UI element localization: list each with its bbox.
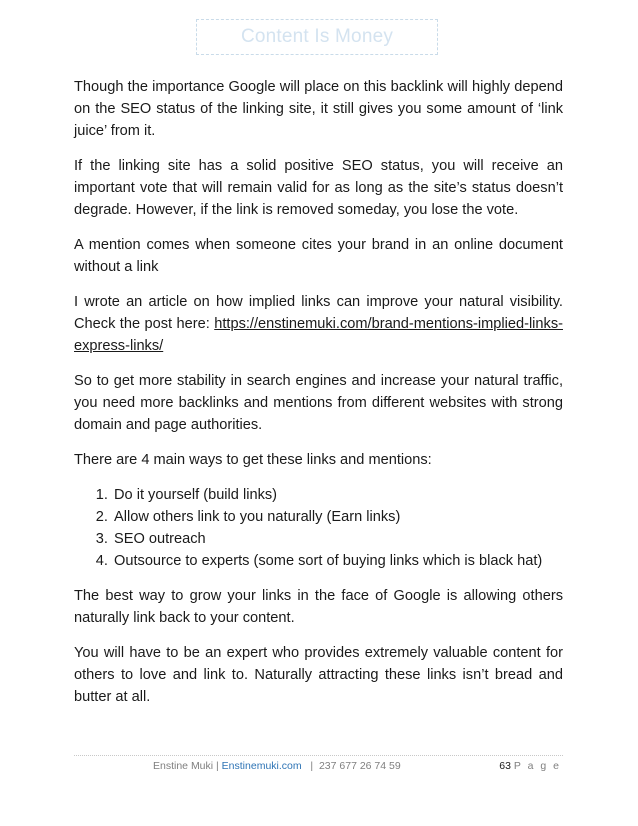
- paragraph-4-text: I wrote an article on how implied links can improve your natural visibility. Check the post here:: [74, 294, 563, 332]
- paragraph-8: You will have to be an expert who provides extremely valuable content for others to love and link to. Naturally attracting these links isn’t bread and butter at all.: [74, 645, 563, 705]
- paragraph-1: Though the importance Google will place on this backlink will highly depend on the SEO status of the linking site, it still gives you some amount of ‘link juice’ from it.: [74, 79, 563, 139]
- list-item: 2. Allow others link to you naturally (Earn links): [112, 506, 563, 528]
- paragraph-5: So to get more stability in search engines and increase your natural traffic, you need more backlinks and mentions from different websites with strong domain and page authorities.: [74, 373, 563, 433]
- footer-page: [499, 760, 561, 772]
- paragraph-3: A mention comes when someone cites your brand in an online document without a link: [74, 237, 563, 275]
- page-label: P a g e: [513, 760, 561, 772]
- ways-list: [74, 484, 563, 572]
- footer-phone: 237 677 26 74 59: [318, 760, 401, 772]
- page-number: 63: [499, 760, 511, 772]
- paragraph-7: The best way to grow your links in the face of Google is allowing others naturally link back to your content.: [74, 588, 563, 626]
- header-title: Content Is Money: [240, 26, 394, 47]
- footer-author: Enstine Muki: [153, 760, 214, 772]
- footer-info: [153, 760, 401, 772]
- list-item: 4. Outsource to experts (some sort of buying links which is black hat): [112, 550, 563, 572]
- list-item: 3. SEO outreach: [112, 528, 563, 550]
- paragraph-2: If the linking site has a solid positive SEO status, you will receive an important vote that will remain valid for as long as the site’s status doesn’t degrade. However, if the link is removed someday, you lose the vote.: [74, 158, 563, 218]
- page-body: [74, 76, 563, 721]
- paragraph-4: [74, 291, 563, 357]
- footer-separator: |: [301, 760, 319, 772]
- header-title-box: [196, 19, 438, 55]
- article-link[interactable]: https://enstinemuki.com/brand-mentions-implied-links-express-links/: [74, 316, 563, 354]
- paragraph-6: There are 4 main ways to get these links and mentions:: [74, 452, 432, 468]
- footer-divider: [74, 755, 563, 756]
- footer-separator: |: [213, 760, 222, 772]
- footer-site-link[interactable]: Enstinemuki.com: [221, 760, 302, 772]
- list-item: 1. Do it yourself (build links): [112, 484, 563, 506]
- page-footer: [74, 760, 563, 776]
